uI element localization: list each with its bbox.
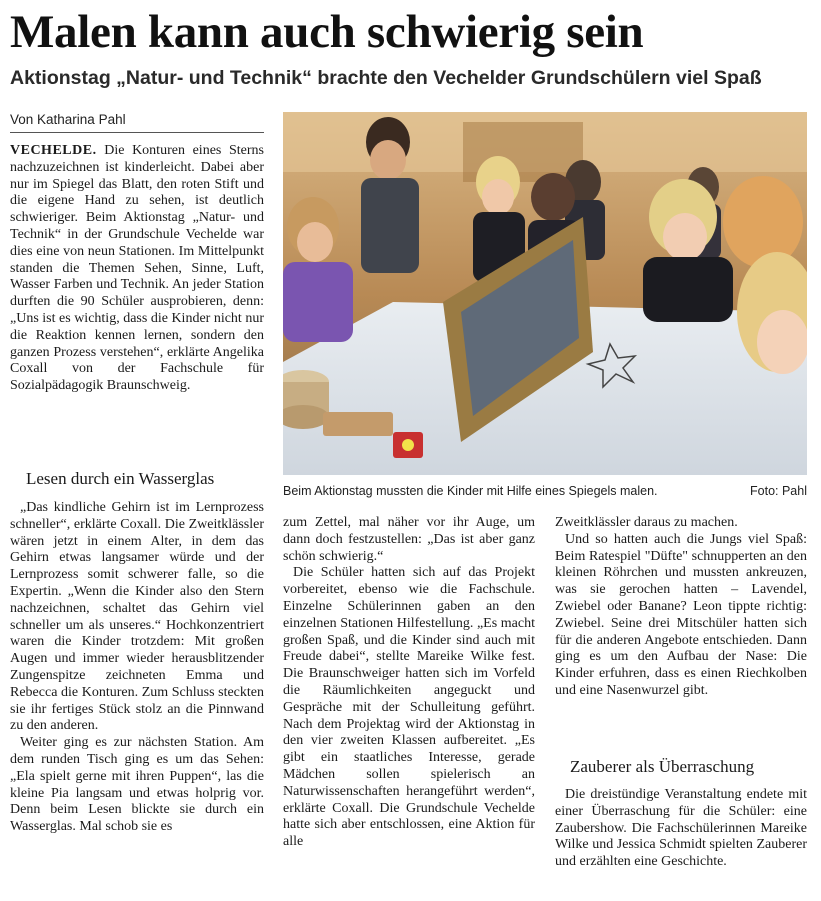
dateline: VECHELDE.: [10, 143, 97, 158]
paragraph: Zweitklässler daraus zu machen.: [555, 515, 738, 530]
photo-credit: Foto: Pahl: [750, 484, 807, 498]
column-3: [555, 515, 807, 700]
column-1: [10, 500, 264, 836]
paragraph: Die dreistündige Veranstaltung endete mit einer Überraschung für die Schüler: eine Zaubershow. Die Fachschülerinnen Mareike Wilke und Jessica Schmidt spielten Zauberer und erzählten eine Geschichte.: [555, 787, 807, 870]
lead-paragraph: [10, 143, 264, 395]
photo-illustration: [283, 112, 807, 475]
lead-text: Die Konturen eines Sterns nachzuzeichnen ist kinderleicht. Dabei aber nur im Spiegel das Blatt, den roten Stift und die eigene Hand zu sehen, ist deutlich schwieriger. Beim Aktionstag „Natur- und Technik“ in der Grundschule Vechelde war dies eine von neun Stationen. Im Mittelpunkt standen die Themen Sehen, Sinne, Luft, Wasser Farben und Technik. An jeder Station durften die 90 Schüler ausprobieren, denn: „Uns ist es wichtig, dass die Kinder nicht nur die Reaktion kennen lernen, sondern den ganzen Prozess verstehen“, erklärte Angelika Coxall von der Fachschule für Sozialpädagogik Braunschweig.: [10, 143, 264, 394]
caption-text: Beim Aktionstag mussten die Kinder mit Hilfe eines Spiegels malen.: [283, 484, 658, 498]
subheadline: Aktionstag „Natur- und Technik“ brachte den Vechelder Grundschülern viel Spaß: [10, 67, 762, 89]
column-3-end: [555, 787, 807, 871]
byline: Von Katharina Pahl: [10, 111, 264, 133]
column-2: [283, 515, 535, 851]
headline: Malen kann auch schwierig sein: [10, 6, 644, 58]
article-photo: [283, 112, 807, 475]
paragraph: „Das kindliche Gehirn ist im Lernprozess schneller“, erklärte Coxall. Die Zweitklässler wären jetzt in einem Alter, in dem das Gehirn etwas langsamer würde und der Lernprozess somit schwerer falle, so die Expertin. „Wenn die Kinder also den Stern nachzeichnen, schaltet das Gehirn viel schneller um als unseres.“ Hochkonzentriert waren die Kinder trotzdem: Mit großen Augen und immer wieder herausblitzender Zungenspitze zeichneten Emma und Rebecca die Konturen. Zum Schluss steckten sie ihr fertiges Stück stolz an die Pinnwand zu den anderen.: [10, 500, 264, 734]
subtitle-wasserglas: Lesen durch ein Wasserglas: [26, 469, 215, 488]
subtitle-zauberer: Zauberer als Überraschung: [570, 757, 755, 776]
paragraph: Und so hatten auch die Jungs viel Spaß: Beim Ratespiel "Düfte" schnupperten an den kleinen Röhrchen und mussten ankreuzen, was sie gerochen hatten – Lavendel, Zwiebel oder Banane? Leon tippte richtig: Zwiebel. Seine drei Mitschüler hatten sich für die anderen Angebote entschieden. Dann ging es um den Aufbau der Nase: Die Kinder erfuhren, dass es einen Riechkolben und eine Nasenwurzel gibt.: [555, 531, 807, 698]
photo-caption: [283, 483, 807, 499]
paragraph: zum Zettel, mal näher vor ihr Auge, um dann doch festzustellen: „Das ist aber ganz schön schwierig.“: [283, 515, 535, 564]
paragraph: Die Schüler hatten sich auf das Projekt vorbereitet, ebenso wie die Fachschule. Einzelne Schülerinnen gaben an den einzelnen Stationen Hilfestellung. „Es macht großen Spaß, und die Kinder sind auch mit Freude dabei“, stellte Mareike Wilke fest. Die Braunschweiger hatten sich im Vorfeld die Räumlichkeiten angeguckt und Gespräche mit der Schulleitung geführt. Nach dem Projektag wird der Aktionstag in den vier zweiten Klassen aufbereitet. „Es gibt ein staatliches Interesse, gerade Mädchen sollen spielerisch an Naturwissenschaften herangeführt werden“, erklärte Coxall. Die Grundschule Vechelde hatte sich aber entschlossen, eine Aktion für alle: [283, 565, 535, 850]
lead-column: [10, 143, 264, 395]
paragraph: Weiter ging es zur nächsten Station. Am dem runden Tisch ging es um das Sehen: „Ela spielt gerne mit ihren Puppen“, las die kleine Pia langsam und etwas holprig vor. Denn beim Lesen blickte sie durch ein Wasserglas. Mal schob sie es: [10, 735, 264, 835]
